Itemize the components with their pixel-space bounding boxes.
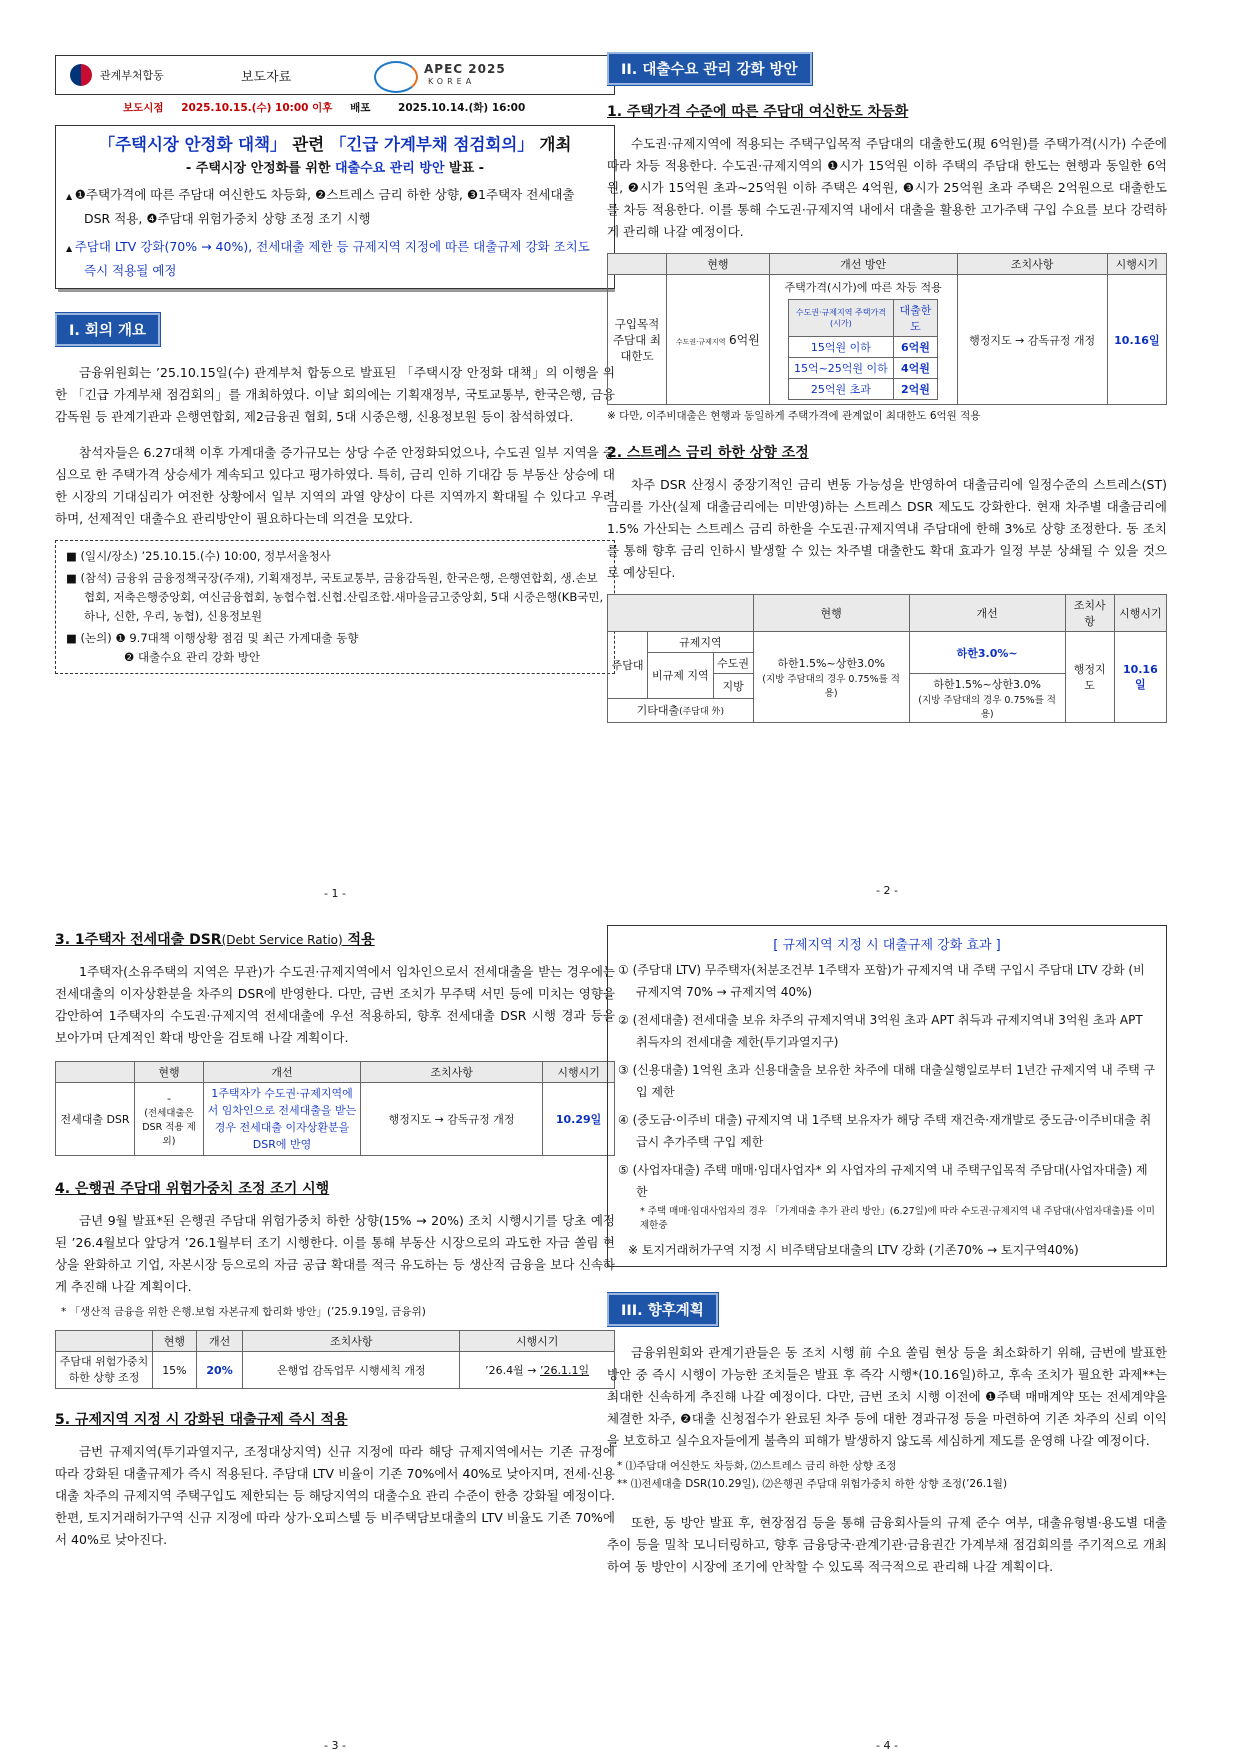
item-note: * 주택 매매·임대사업자의 경우 「가계대출 추가 관리 방안」(6.27일)에 따라 수도권·규제지역 내 주담대(사업자대출)를 이미 제한중 bbox=[640, 1206, 1155, 1231]
paragraph: 금융위원회는 ’25.10.15일(수) 관계부처 합동으로 발표된 「주택시장 안정화 대책」의 이행을 위한 「긴급 가계부채 점검회의」를 개최하였다. 이날 회의에는 기획재정부, 국토교통부, 한국은행, 금융감독원 등 관계기관과 은행연합회, 제2금융권 협회, 5대 시중은행, 신용정보원 등이 참석하였다. bbox=[55, 365, 615, 424]
apec-title: APEC 2025 bbox=[424, 62, 506, 76]
subsection-heading: 3. 1주택자 전세대출 DSR(Debt Service Ratio) 적용 bbox=[55, 932, 375, 948]
page-2 bbox=[607, 52, 1167, 897]
section-heading: II. 대출수요 관리 강화 방안 bbox=[607, 52, 812, 85]
page-number: - 4 - bbox=[876, 1739, 898, 1752]
page-title: 「주택시장 안정화 대책」 관련 「긴급 가계부채 점검회의」 개최 bbox=[98, 135, 572, 154]
footnote: ** ⑴전세대출 DSR(10.29일), ⑵은행권 주담대 위험가중치 하한 상향 조정(’26.1월) bbox=[617, 1478, 1008, 1490]
summary-bullet: ▲ ❶주택가격에 따른 주담대 여신한도 차등화, ❷스트레스 금리 하한 상향, ❸1주택자 전세대출 DSR 적용, ❹주담대 위험가중치 상향 조정 조기 시행 bbox=[66, 187, 575, 226]
subsection-heading: 2. 스트레스 금리 하한 상향 조정 bbox=[607, 445, 809, 461]
paragraph: 참석자들은 6.27대책 이후 가계대출 증가규모는 상당 수준 안정화되었으나, 수도권 일부 지역을 중심으로 한 주택가격 상승세가 계속되고 있다고 평가하였다. 특히, 금리 인하 기대감 등 부동산 상승에 대한 시장의 기대심리가 여전한 상황에서 일부 지역의 과열 양상이 다른 지역까지 확대될 수 있다고 우려하며, 선제적인 대출수요 관리방안이 필요하다는데 의견을 모았다. bbox=[55, 445, 615, 526]
box-title: [ 규제지역 지정 시 대출규제 강화 효과 ] bbox=[773, 938, 1001, 953]
gov-logo-icon bbox=[70, 64, 92, 86]
paragraph: 차주 DSR 산정시 중장기적인 금리 변동 가능성을 반영하여 대출금리에 일정수준의 스트레스(ST) 금리를 가산(실제 대출금리에는 미반영)하는 스트레스 DSR 제도도 강화한다. 현재 차주별 대출금리에 1.5% 가산되는 스트레스 금리 하한을 수도권·규제지역내 주담대에 한해 3%로 상향 조정한다. 동 조치를 통해 향후 금리 인하시 발생할 수 있는 차주별 대출한도 확대 효과가 일정 부분 상쇄될 수 있을 것으로 예상된다. bbox=[607, 477, 1167, 580]
subtitle: - 주택시장 안정화를 위한 대출수요 관리 방안 발표 - bbox=[185, 161, 485, 176]
meeting-info-box: ■ (일시/장소) ’25.10.15.(수) 10:00, 정부서울청사 ■ (참석) 금융위 금융정책국장(주재), 기획재정부, 국토교통부, 금융감독원, 한국은행, 은행연합회, 생.손보협회, 저축은행중앙회, 여신금융협회, 농협수협.신협.산림조합.새마을금고중앙회, 5대 시중은행(KB국민, 하나, 신한, 우리, 농협), 신용정보원 ■ (논의) ❶ 9.7대책 이행상황 점검 및 최근 가계대출 동향 ❷ 대출수요 관리 강화 방안 bbox=[55, 540, 615, 674]
box-footnote: ※ 토지거래허가구역 지정 시 비주택담보대출의 LTV 강화 (기존70% → 토지구역40%) bbox=[628, 1243, 1079, 1257]
title-box bbox=[55, 125, 615, 289]
summary-bullet: ▲ 주담대 LTV 강화(70% → 40%), 전세대출 제한 등 규제지역 지정에 따른 대출규제 강화 조치도 즉시 적용될 예정 bbox=[66, 239, 590, 278]
section-heading: III. 향후계획 bbox=[607, 1293, 718, 1326]
page-number: - 1 - bbox=[324, 887, 346, 900]
apec-logo-icon bbox=[374, 61, 418, 93]
paragraph: 금융위원회와 관계기관들은 동 조치 시행 前 수요 쏠림 현상 등을 최소화하기 위해, 금번에 발표한 방안 중 즉시 시행이 가능한 조치들은 발표 후 즉각 시행*(10.16일)하고, 후속 조치가 필요한 과제**는 최대한 신속하게 추진해 나갈 예정이다. 다만, 금번 조치 시행 이전에 ❶주택 매매계약 또는 전세계약을 체결한 차주, ❷대출 신청접수가 완료된 차주 등에 대한 경과규정 등을 마련하여 기존 차주의 신뢰 이익을 보호하고 실수요자들에게 불측의 피해가 발생하지 않도록 세심하게 제도를 운영해 나갈 예정이다. bbox=[607, 1345, 1167, 1448]
press-header bbox=[55, 55, 615, 95]
apec-sub: KOREA bbox=[428, 77, 476, 86]
doc-type: 보도자료 bbox=[241, 70, 292, 85]
page-number: - 2 - bbox=[876, 884, 898, 897]
limit-table: 현행 개선 방안 조치사항 시행시기 구입목적 주담대 최대한도 수도권·규제지역 6억원 주택가격(시가)에 따른 차등 적용 수도권·규제지역 주택가격(시가) 대출한도 15억원 이하 6억원 15억~25억원 이하 4억원 25억원 초과 2억원 행정지도 → 감독규정 개정 10.16일 bbox=[607, 253, 1167, 405]
paragraph: 수도권·규제지역에 적용되는 주택구입목적 주담대의 대출한도(現 6억원)를 주택가격(시가) 수준에 따라 차등 적용한다. 수도권·규제지역의 ❶시가 15억원 이하 주택의 주담대 한도는 현행과 동일한 6억원, ❷시가 15억원 초과~25억원 이하 주택은 4억원, ❸시가 25억원 초과 주택은 2억원으로 대출한도를 차등 적용한다. 이를 통해 수도권·규제지역 내에서 대출을 활용한 고가주택 구입 수요를 보다 강력하게 관리해 나갈 예정이다. bbox=[607, 136, 1167, 239]
release-line: 보도시점 2025.10.15.(수) 10:00 이후 배포 2025.10.14.(화) 16:00 bbox=[123, 102, 526, 114]
page-number: - 3 - bbox=[324, 1739, 346, 1752]
paragraph: 1주택자(소유주택의 지역은 무관)가 수도권·규제지역에서 임차인으로서 전세대출을 받는 경우에는 전세대출의 이자상환분을 차주의 DSR에 반영한다. 다만, 금번 조치가 무주택 서민 등에 미치는 영향을 감안하여 1주택자의 수도권·규제지역 전세대출에 우선 적용하되, 향후 전세대출 DSR 시행 경과 등을 보아가며 단계적인 확대 방안을 검토해 나갈 계획이다. bbox=[55, 964, 615, 1045]
stress-rate-table: 현행 개선 조치사항 시행시기 주담대 규제지역 하한1.5%~상한3.0% (지방 주담대의 경우 0.75%를 적용) 하한3.0%~ 행정지도 10.16일 비규제 지역 수도권 지방 하한1.5%~상한3.0% (지방 주담대의 경우 0.75%를 적용) 기타대출(주담대 外) bbox=[607, 594, 1167, 723]
paragraph: 또한, 동 방안 발표 후, 현장점검 등을 통해 금융회사들의 규제 준수 여부, 대출유형별·용도별 대출 추이 등을 밀착 모니터링하고, 향후 금융당국·관계기관·금융권간 가계부채 점검회의를 주기적으로 개최하여 동 방안이 시장에 조기에 안착할 수 있도록 적극적으로 관리해 나갈 계획이다. bbox=[607, 1515, 1167, 1574]
org-name: 관계부처합동 bbox=[100, 69, 164, 82]
list-item: ⑤ (사업자대출) 주택 매매·임대사업자* 외 사업자의 규제지역 내 주택구입목적 주담대(사업자대출) 제한 bbox=[618, 1163, 1148, 1199]
paragraph: 금년 9월 발표*된 은행권 주담대 위험가중치 하한 상향(15% → 20%) 조치 시행시기를 당초 예정된 ’26.4월보다 앞당겨 ’26.1월부터 조기 시행한다. 이를 통해 부동산 시장으로의 과도한 자금 쏠림 현상을 완화하고 기업, 자본시장 등으로의 자금 공급 확대를 적극 유도하는 등 생산적 금융을 보다 신속하게 추진해 나갈 계획이다. bbox=[55, 1213, 615, 1294]
paragraph: 금번 규제지역(투기과열지구, 조정대상지역) 신규 지정에 따라 해당 규제지역에서는 기존 규정에 따라 강화된 대출규제가 즉시 적용된다. 주담대 LTV 비율이 기존 70%에서 40%로 낮아지며, 전세·신용대출 차주의 규제지역 주택구입도 제한되는 등 해당지역의 대출수요 관리 수준이 한층 강화될 예정이다. 한편, 토지거래허가구역 신규 지정에 따라 상가·오피스텔 등 비주택담보대출의 LTV 비율도 기존 70%에서 40%로 낮아진다. bbox=[55, 1444, 615, 1547]
footnote: * 「생산적 금융을 위한 은행.보험 자본규제 합리화 방안」(’25.9.19일, 금융위) bbox=[61, 1306, 426, 1318]
list-item: ① (주담대 LTV) 무주택자(처분조건부 1주택자 포함)가 규제지역 내 주택 구입시 주담대 LTV 강화 (비규제지역 70% → 규제지역 40%) bbox=[618, 963, 1145, 999]
limit-inner-table: 수도권·규제지역 주택가격(시가) 대출한도 15억원 이하 6억원 15억~25억원 이하 4억원 25억원 초과 2억원 bbox=[788, 299, 938, 400]
list-item: ③ (신용대출) 1억원 초과 신용대출을 보유한 차주에 대해 대출실행일로부터 1년간 규제지역 내 주택 구입 제한 bbox=[618, 1063, 1156, 1099]
list-item: ④ (중도금·이주비 대출) 규제지역 내 1주택 보유자가 해당 주택 재건축·재개발로 중도금·이주비대출 취급시 추가주택 구입 제한 bbox=[618, 1113, 1152, 1149]
subsection-heading: 5. 규제지역 지정 시 강화된 대출규제 즉시 적용 bbox=[55, 1412, 348, 1428]
list-item: ② (전세대출) 전세대출 보유 차주의 규제지역내 3억원 초과 APT 취득과 규제지역내 3억원 초과 APT 취득자의 전세대출 제한(투기과열지구) bbox=[618, 1013, 1143, 1049]
subsection-heading: 4. 은행권 주담대 위험가중치 조정 조기 시행 bbox=[55, 1181, 330, 1197]
page-4 bbox=[607, 907, 1167, 1752]
page-3 bbox=[55, 907, 615, 1752]
dsr-table: 현행 개선 조치사항 시행시기 전세대출 DSR - (전세대출은 DSR 적용 제외) 1주택자가 수도권·규제지역에서 임차인으로 전세대출을 받는 경우 전세대출 이자상환분을 DSR에 반영 행정지도 → 감독규정 개정 10.29일 bbox=[55, 1061, 615, 1156]
footnote: * ⑴주담대 여신한도 차등화, ⑵스트레스 금리 하한 상향 조정 bbox=[617, 1460, 897, 1472]
subsection-heading: 1. 주택가격 수준에 따른 주담대 여신한도 차등화 bbox=[607, 104, 909, 120]
table-note: ※ 다만, 이주비대출은 현행과 동일하게 주택가격에 관계없이 최대한도 6억원 적용 bbox=[607, 410, 981, 422]
section-heading: I. 회의 개요 bbox=[55, 313, 160, 346]
risk-weight-table: 현행 개선 조치사항 시행시기 주담대 위험가중치 하한 상향 조정 15% 20% 은행업 감독업무 시행세칙 개정 ’26.4월 → ’26.1.1일 bbox=[55, 1330, 615, 1389]
regulation-effect-box bbox=[607, 925, 1167, 1267]
page-1 bbox=[55, 55, 615, 900]
